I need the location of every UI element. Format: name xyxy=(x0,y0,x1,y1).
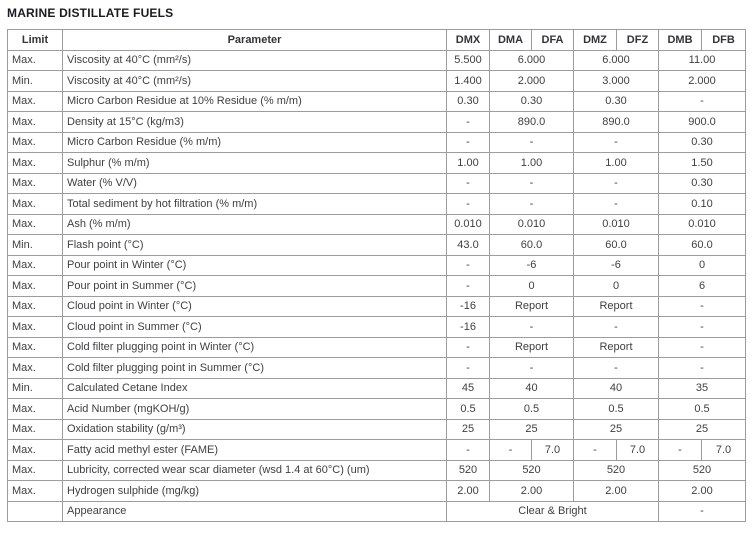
value-cell: 7.0 xyxy=(532,440,574,461)
value-cell: 40 xyxy=(574,378,659,399)
value-cell: 890.0 xyxy=(490,112,574,133)
value-cell: - xyxy=(447,194,490,215)
value-cell: 35 xyxy=(659,378,746,399)
value-cell: 3.000 xyxy=(574,71,659,92)
value-cell: 0.30 xyxy=(574,91,659,112)
table-row xyxy=(8,153,746,174)
table-row xyxy=(8,50,746,71)
value-cell: - xyxy=(447,358,490,379)
limit-cell: Min. xyxy=(8,235,63,256)
value-cell: 2.00 xyxy=(574,481,659,502)
value-cell: - xyxy=(447,132,490,153)
limit-cell: Max. xyxy=(8,296,63,317)
value-cell: 520 xyxy=(659,460,746,481)
value-cell: Report xyxy=(574,296,659,317)
limit-cell: Max. xyxy=(8,132,63,153)
value-cell: 1.50 xyxy=(659,153,746,174)
value-cell: - xyxy=(574,173,659,194)
limit-cell: Max. xyxy=(8,460,63,481)
table-row xyxy=(8,317,746,338)
value-cell: - xyxy=(490,440,532,461)
table-row xyxy=(8,132,746,153)
value-cell: 0.5 xyxy=(659,399,746,420)
table-row xyxy=(8,378,746,399)
value-cell: 25 xyxy=(447,419,490,440)
table-row xyxy=(8,481,746,502)
table-row xyxy=(8,358,746,379)
parameter-cell: Lubricity, corrected wear scar diameter (wsd 1.4 at 60°C) (um) xyxy=(63,460,447,481)
parameter-cell: Pour point in Winter (°C) xyxy=(63,255,447,276)
limit-cell: Max. xyxy=(8,194,63,215)
limit-cell: Max. xyxy=(8,276,63,297)
limit-cell: Max. xyxy=(8,440,63,461)
parameter-cell: Appearance xyxy=(63,501,447,522)
table-row xyxy=(8,112,746,133)
value-cell: - xyxy=(490,317,574,338)
value-cell: - xyxy=(574,317,659,338)
value-cell: 0.30 xyxy=(659,173,746,194)
table-row xyxy=(8,440,746,461)
value-cell: - xyxy=(574,194,659,215)
value-cell: 45 xyxy=(447,378,490,399)
limit-cell: Max. xyxy=(8,419,63,440)
limit-cell: Max. xyxy=(8,153,63,174)
parameter-cell: Micro Carbon Residue (% m/m) xyxy=(63,132,447,153)
value-cell: - xyxy=(659,91,746,112)
column-header-parameter: Parameter xyxy=(63,30,447,51)
value-cell: -16 xyxy=(447,317,490,338)
value-cell: - xyxy=(490,194,574,215)
column-header-dmz: DMZ xyxy=(574,30,617,51)
parameter-cell: Oxidation stability (g/m³) xyxy=(63,419,447,440)
value-cell: 43.0 xyxy=(447,235,490,256)
limit-cell: Max. xyxy=(8,112,63,133)
parameter-cell: Cold filter plugging point in Summer (°C) xyxy=(63,358,447,379)
value-cell: 900.0 xyxy=(659,112,746,133)
value-cell: 60.0 xyxy=(574,235,659,256)
value-cell: - xyxy=(447,255,490,276)
value-cell: 6.000 xyxy=(574,50,659,71)
table-row xyxy=(8,173,746,194)
column-header-limit: Limit xyxy=(8,30,63,51)
table-body xyxy=(8,50,746,522)
value-cell: 5.500 xyxy=(447,50,490,71)
value-cell: - xyxy=(490,132,574,153)
value-cell: 25 xyxy=(659,419,746,440)
limit-cell: Min. xyxy=(8,378,63,399)
value-cell: - xyxy=(659,337,746,358)
parameter-cell: Micro Carbon Residue at 10% Residue (% m/m) xyxy=(63,91,447,112)
value-cell: 2.00 xyxy=(447,481,490,502)
value-cell: 60.0 xyxy=(659,235,746,256)
limit-cell: Max. xyxy=(8,399,63,420)
value-cell: 0.5 xyxy=(490,399,574,420)
parameter-cell: Viscosity at 40°C (mm²/s) xyxy=(63,50,447,71)
parameter-cell: Hydrogen sulphide (mg/kg) xyxy=(63,481,447,502)
table-row xyxy=(8,255,746,276)
limit-cell: Max. xyxy=(8,358,63,379)
value-cell: 0.30 xyxy=(659,132,746,153)
value-cell: - xyxy=(659,501,746,522)
table-row xyxy=(8,501,746,522)
parameter-cell: Pour point in Summer (°C) xyxy=(63,276,447,297)
value-cell: Report xyxy=(490,337,574,358)
value-cell: 6.000 xyxy=(490,50,574,71)
value-cell: - xyxy=(574,132,659,153)
marine-distillate-fuels-table xyxy=(7,29,746,522)
value-cell: 25 xyxy=(574,419,659,440)
column-header-dfa: DFA xyxy=(532,30,574,51)
value-cell: 1.00 xyxy=(490,153,574,174)
table-row xyxy=(8,296,746,317)
value-cell: - xyxy=(490,173,574,194)
value-cell: 2.000 xyxy=(490,71,574,92)
parameter-cell: Water (% V/V) xyxy=(63,173,447,194)
value-cell: 0 xyxy=(490,276,574,297)
value-cell: - xyxy=(447,173,490,194)
value-cell: 520 xyxy=(490,460,574,481)
value-cell: 1.00 xyxy=(447,153,490,174)
value-cell: 0.010 xyxy=(447,214,490,235)
parameter-cell: Acid Number (mgKOH/g) xyxy=(63,399,447,420)
value-cell: 7.0 xyxy=(702,440,746,461)
value-cell: -6 xyxy=(574,255,659,276)
value-cell: 0.010 xyxy=(659,214,746,235)
table-row xyxy=(8,194,746,215)
value-cell: 0 xyxy=(659,255,746,276)
value-cell: - xyxy=(490,358,574,379)
column-header-dma: DMA xyxy=(490,30,532,51)
value-cell: - xyxy=(447,337,490,358)
value-cell: 520 xyxy=(574,460,659,481)
parameter-cell: Total sediment by hot filtration (% m/m) xyxy=(63,194,447,215)
value-cell: - xyxy=(447,112,490,133)
value-cell: 0.010 xyxy=(574,214,659,235)
parameter-cell: Flash point (°C) xyxy=(63,235,447,256)
value-cell: 520 xyxy=(447,460,490,481)
value-cell: - xyxy=(659,317,746,338)
parameter-cell: Fatty acid methyl ester (FAME) xyxy=(63,440,447,461)
value-cell: - xyxy=(447,440,490,461)
limit-cell: Max. xyxy=(8,173,63,194)
table-row xyxy=(8,214,746,235)
value-cell: 2.00 xyxy=(490,481,574,502)
page-title: MARINE DISTILLATE FUELS xyxy=(7,6,174,20)
value-cell: Report xyxy=(490,296,574,317)
table-header-row xyxy=(8,30,746,51)
value-cell: Clear & Bright xyxy=(447,501,659,522)
limit-cell: Max. xyxy=(8,481,63,502)
value-cell: 1.400 xyxy=(447,71,490,92)
value-cell: 0.5 xyxy=(447,399,490,420)
value-cell: 0 xyxy=(574,276,659,297)
value-cell: 6 xyxy=(659,276,746,297)
limit-cell: Max. xyxy=(8,255,63,276)
table-row xyxy=(8,276,746,297)
table-row xyxy=(8,399,746,420)
column-header-dmb: DMB xyxy=(659,30,702,51)
parameter-cell: Cloud point in Summer (°C) xyxy=(63,317,447,338)
value-cell: - xyxy=(447,276,490,297)
value-cell: - xyxy=(659,440,702,461)
table-row xyxy=(8,235,746,256)
table-row xyxy=(8,460,746,481)
limit-cell: Max. xyxy=(8,337,63,358)
column-header-dmx: DMX xyxy=(447,30,490,51)
value-cell: 890.0 xyxy=(574,112,659,133)
parameter-cell: Ash (% m/m) xyxy=(63,214,447,235)
value-cell: 2.000 xyxy=(659,71,746,92)
column-header-dfb: DFB xyxy=(702,30,746,51)
parameter-cell: Sulphur (% m/m) xyxy=(63,153,447,174)
value-cell: Report xyxy=(574,337,659,358)
value-cell: 25 xyxy=(490,419,574,440)
value-cell: 0.010 xyxy=(490,214,574,235)
limit-cell xyxy=(8,501,63,522)
parameter-cell: Density at 15°C (kg/m3) xyxy=(63,112,447,133)
value-cell: - xyxy=(574,440,617,461)
column-header-dfz: DFZ xyxy=(617,30,659,51)
value-cell: - xyxy=(659,296,746,317)
value-cell: 0.30 xyxy=(490,91,574,112)
table-row xyxy=(8,71,746,92)
table-row xyxy=(8,419,746,440)
limit-cell: Max. xyxy=(8,91,63,112)
parameter-cell: Cloud point in Winter (°C) xyxy=(63,296,447,317)
value-cell: 60.0 xyxy=(490,235,574,256)
value-cell: 0.5 xyxy=(574,399,659,420)
value-cell: - xyxy=(574,358,659,379)
table-row xyxy=(8,337,746,358)
limit-cell: Max. xyxy=(8,214,63,235)
value-cell: 0.30 xyxy=(447,91,490,112)
table-row xyxy=(8,91,746,112)
parameter-cell: Viscosity at 40°C (mm²/s) xyxy=(63,71,447,92)
value-cell: 1.00 xyxy=(574,153,659,174)
limit-cell: Max. xyxy=(8,50,63,71)
limit-cell: Max. xyxy=(8,317,63,338)
parameter-cell: Cold filter plugging point in Winter (°C) xyxy=(63,337,447,358)
value-cell: 11.00 xyxy=(659,50,746,71)
value-cell: 7.0 xyxy=(617,440,659,461)
value-cell: 40 xyxy=(490,378,574,399)
limit-cell: Min. xyxy=(8,71,63,92)
value-cell: -16 xyxy=(447,296,490,317)
value-cell: -6 xyxy=(490,255,574,276)
value-cell: 0.10 xyxy=(659,194,746,215)
value-cell: 2.00 xyxy=(659,481,746,502)
value-cell: - xyxy=(659,358,746,379)
parameter-cell: Calculated Cetane Index xyxy=(63,378,447,399)
